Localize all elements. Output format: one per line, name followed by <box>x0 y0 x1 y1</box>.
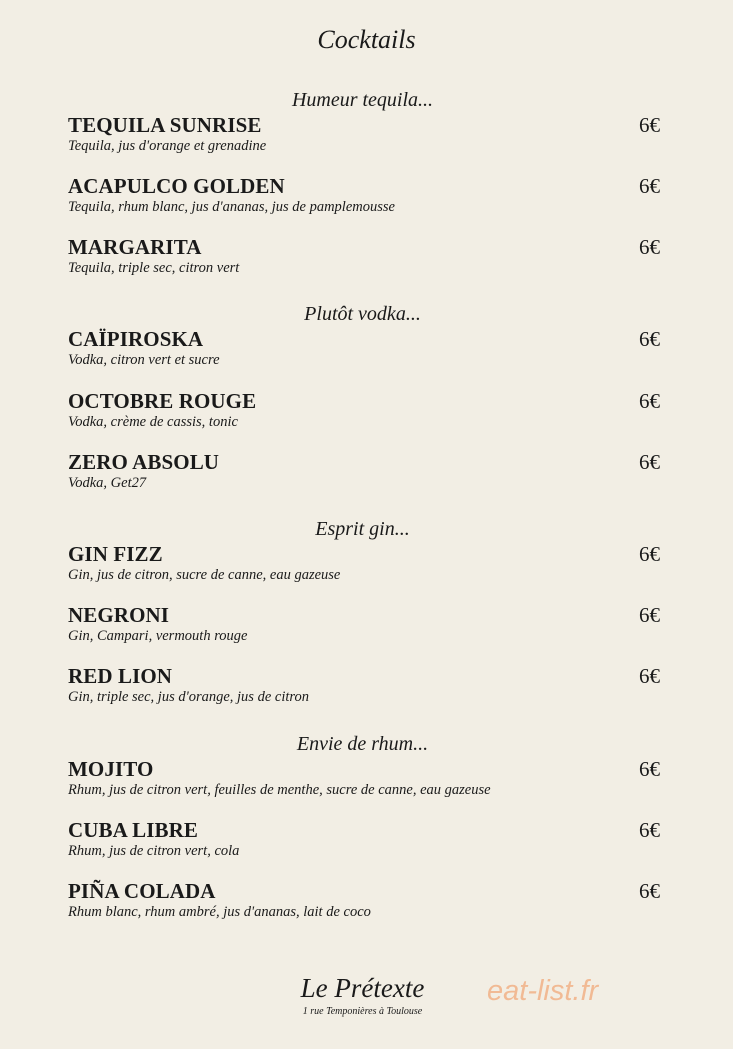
menu-title: Cocktails <box>317 25 416 54</box>
restaurant-address: 1 rue Temponières à Toulouse <box>302 1006 423 1017</box>
item-name: ACAPULCO GOLDEN <box>68 174 285 198</box>
item-price: 6€ <box>639 450 660 474</box>
item-name: ZERO ABSOLU <box>68 450 220 474</box>
item-price: 6€ <box>639 542 660 566</box>
watermark-logo: eat-list.fr <box>487 975 599 1007</box>
section-heading-rhum: Envie de rhum... <box>296 733 429 755</box>
menu-item <box>68 542 660 586</box>
menu-item <box>68 450 660 494</box>
menu-item <box>68 757 660 801</box>
item-price: 6€ <box>639 389 660 413</box>
restaurant-name: Le Prétexte <box>300 973 425 1003</box>
item-price: 6€ <box>639 664 660 688</box>
item-description: Gin, jus de citron, sucre de canne, eau gazeuse <box>68 567 341 583</box>
item-description: Tequila, rhum blanc, jus d'ananas, jus de pamplemousse <box>68 199 395 215</box>
menu-item <box>68 113 660 157</box>
item-price: 6€ <box>639 113 660 137</box>
item-price: 6€ <box>639 174 660 198</box>
menu-item <box>68 879 660 923</box>
item-name: MARGARITA <box>68 235 202 259</box>
menu-item <box>68 235 660 279</box>
item-name: OCTOBRE ROUGE <box>68 389 257 413</box>
item-description: Vodka, citron vert et sucre <box>68 352 220 368</box>
item-price: 6€ <box>639 603 660 627</box>
item-name: CUBA LIBRE <box>68 818 198 842</box>
menu-item <box>68 818 660 862</box>
item-price: 6€ <box>639 757 660 781</box>
item-description: Rhum, jus de citron vert, cola <box>68 843 240 859</box>
menu-item <box>68 603 660 647</box>
item-price: 6€ <box>639 327 660 351</box>
item-name: MOJITO <box>68 757 154 781</box>
item-price: 6€ <box>639 235 660 259</box>
section-heading-tequila: Humeur tequila... <box>291 89 434 111</box>
item-price: 6€ <box>639 879 660 903</box>
item-description: Gin, Campari, vermouth rouge <box>68 628 248 644</box>
item-name: RED LION <box>68 664 173 688</box>
menu-item <box>68 327 660 371</box>
item-description: Gin, triple sec, jus d'orange, jus de citron <box>68 689 309 705</box>
menu-item <box>68 664 660 708</box>
menu-item <box>68 389 660 433</box>
section-heading-gin: Esprit gin... <box>315 518 410 540</box>
item-description: Vodka, Get27 <box>68 475 147 491</box>
item-name: GIN FIZZ <box>68 542 163 566</box>
item-description: Tequila, jus d'orange et grenadine <box>68 138 267 154</box>
item-name: CAÏPIROSKA <box>68 327 204 351</box>
item-name: PIÑA COLADA <box>68 879 216 903</box>
menu-item <box>68 174 660 218</box>
item-description: Tequila, triple sec, citron vert <box>68 260 240 276</box>
item-name: NEGRONI <box>68 603 170 627</box>
item-description: Rhum blanc, rhum ambré, jus d'ananas, lait de coco <box>68 904 371 920</box>
section-heading-vodka: Plutôt vodka... <box>304 303 421 325</box>
item-name: TEQUILA SUNRISE <box>68 113 262 137</box>
item-description: Vodka, crème de cassis, tonic <box>68 414 238 430</box>
item-price: 6€ <box>639 818 660 842</box>
item-description: Rhum, jus de citron vert, feuilles de menthe, sucre de canne, eau gazeuse <box>68 782 491 798</box>
